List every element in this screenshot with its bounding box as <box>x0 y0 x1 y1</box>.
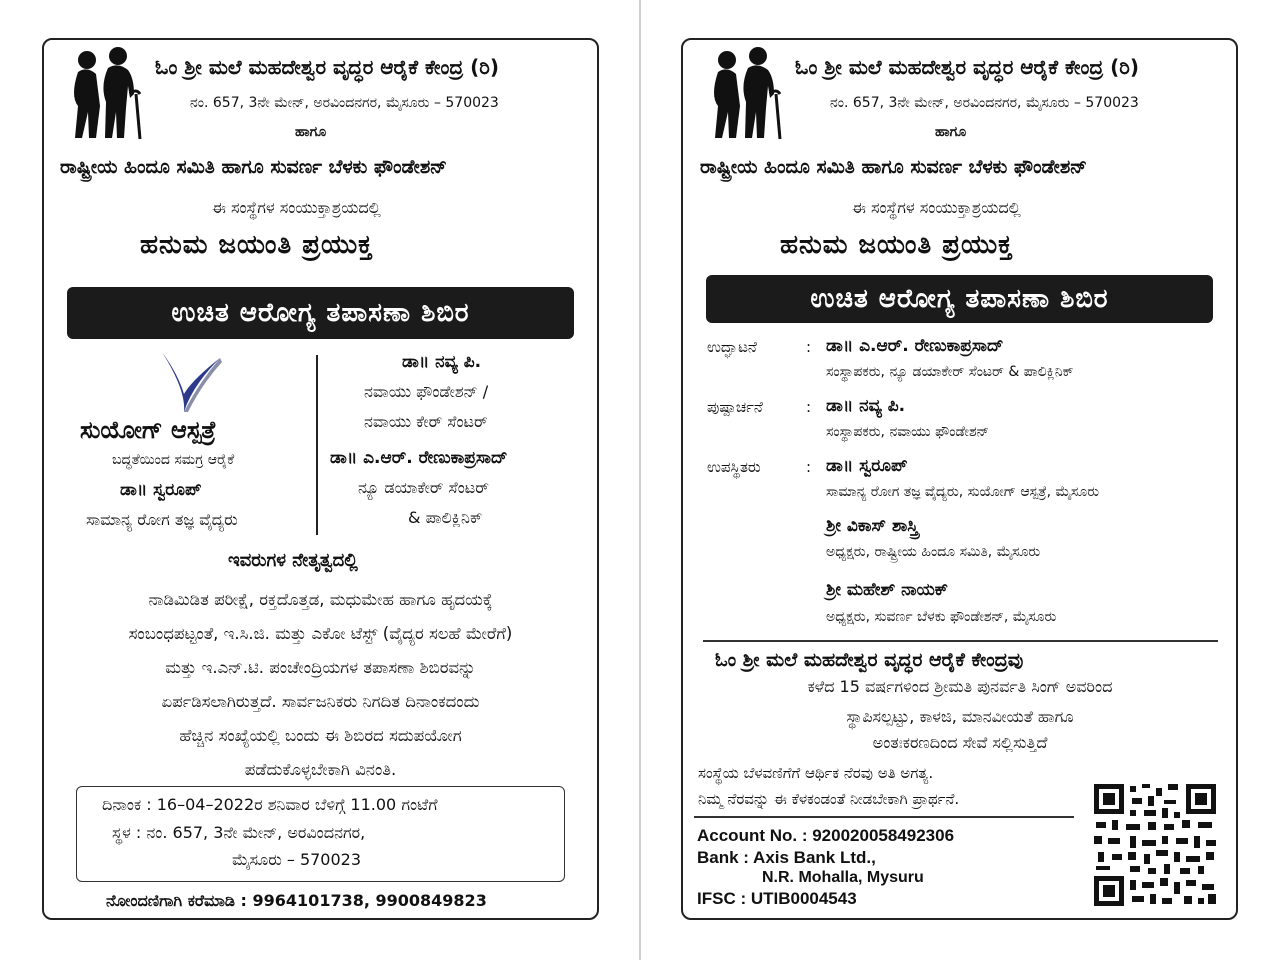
haagu-text: ಹಾಗೂ <box>295 124 327 140</box>
org-title: ಓಂ ಶ್ರೀ ಮಲೆ ಮಹದೇಶ್ವರ ವೃದ್ಧರ ಆರೈಕೆ ಕೇಂದ್ರ (ರಿ) <box>795 55 1140 79</box>
present-label: ಉಪಸ್ಥಿತರು <box>707 458 761 476</box>
doctor-swaroop-role: ಸಾಮಾನ್ಯ ರೋಗ ತಜ್ಞ ವೈದ್ಯರು <box>86 510 238 529</box>
co-organizers: ರಾಷ್ಟ್ರೀಯ ಹಿಂದೂ ಸಮಿತಿ ಹಾಗೂ ಸುವರ್ಣ ಬೆಳಕು ಫೌಂಡೇಶನ್ <box>700 156 1088 178</box>
bank-name: Bank : Axis Bank Ltd., <box>697 848 876 867</box>
footer-line: ಅಂತಃಕರಣದಿಂದ ಸೇವೆ ಸಲ್ಲಿಸುತ್ತಿದೆ <box>872 733 1048 752</box>
payment-qr-code <box>1090 780 1220 910</box>
camp-description <box>50 590 591 794</box>
camp-banner: ಉಚಿತ ಆರೋಗ್ಯ ತಪಾಸಣಾ ಶಿಬಿರ <box>706 275 1213 323</box>
doctor-navya-org2: ನವಾಯು ಕೇರ್ ಸೆಂಟರ್ <box>364 412 488 431</box>
description-line: ಏರ್ಪಡಿಸಲಾಗಿರುತ್ತದೆ. ಸಾರ್ವಜನಿಕರು ನಿಗದಿತ ದಿನಾಂಕದಂದು <box>161 692 480 711</box>
doctor-renukaprasad-org1: ನ್ಯೂ ಡಯಾಕೇರ್ ಸೆಂಟರ್ <box>358 478 489 497</box>
occasion-title: ಹನುಮ ಜಯಂತಿ ಪ್ರಯುಕ್ತ <box>140 230 374 260</box>
joint-auspices: ಈ ಸಂಸ್ಥೆಗಳ ಸಂಯುಕ್ತಾಶ್ರಯದಲ್ಲಿ <box>852 198 1021 217</box>
inauguration-name: ಡಾ॥ ಎ.ಆರ್. ರೇಣುಕಾಪ್ರಸಾದ್ <box>826 336 1004 356</box>
camp-venue-line2: ಮೈಸೂರು – 570023 <box>232 850 362 869</box>
elderly-couple-icon <box>60 46 152 142</box>
separator-line <box>694 816 1074 818</box>
camp-date: ದಿನಾಂಕ : 16–04–2022ರ ಶನಿವಾರ ಬೆಳಿಗ್ಗೆ 11.00 ಗಂಟೆಗೆ <box>102 795 438 814</box>
floral-tribute-label: ಪುಷ್ಪಾರ್ಚನೆ <box>707 398 763 416</box>
hospital-tagline: ಬದ್ಧತೆಯಿಂದ ಸಮಗ್ರ ಆರೈಕೆ <box>112 452 235 468</box>
org-address: ನಂ. 657, 3ನೇ ಮೇನ್, ಅರವಿಂದನಗರ, ಮೈಸೂರು – 570023 <box>190 95 499 111</box>
guest-mahesh: ಶ್ರೀ ಮಹೇಶ್ ನಾಯಕ್ <box>826 580 948 600</box>
account-number: Account No. : 92002005849230​6 <box>697 826 955 845</box>
separator-line <box>703 640 1218 642</box>
colon: : <box>806 338 812 356</box>
org-title: ಓಂ ಶ್ರೀ ಮಲೆ ಮಹದೇಶ್ವರ ವೃದ್ಧರ ಆರೈಕೆ ಕೇಂದ್ರ (ರಿ) <box>155 55 500 79</box>
footer-title: ಓಂ ಶ್ರೀ ಮಲೆ ಮಹದೇಶ್ವರ ವೃದ್ಧರ ಆರೈಕೆ ಕೇಂದ್ರವು <box>715 649 1024 671</box>
footer-line: ಕಳೆದ 15 ವರ್ಷಗಳಿಂದ ಶ್ರೀಮತಿ ಪುನರ್ವತಿ ಸಿಂಗ್ ಅವರಿಂದ <box>807 677 1113 696</box>
doctor-renukaprasad-org2: & ಪಾಲಿಕ್ಲಿನಿಕ್ <box>408 508 483 527</box>
hospital-name: ಸುಯೋಗ್ ಆಸ್ಪತ್ರೆ <box>80 416 217 444</box>
colon: : <box>806 458 812 476</box>
footer-description <box>690 677 1230 759</box>
description-line: ಪಡೆದುಕೊಳ್ಳಬೇಕಾಗಿ ವಿನಂತಿ. <box>244 760 397 779</box>
floral-tribute-role: ಸಂಸ್ಥಾಪಕರು, ನವಾಯು ಫೌಂಡೇಶನ್ <box>826 424 989 440</box>
description-line: ನಾಡಿಮಿಡಿತ ಪರೀಕ್ಷೆ, ರಕ್ತದೊತ್ತಡ, ಮಧುಮೇಹ ಹಾಗೂ ಹೃದಯಕ್ಕೆ <box>148 590 493 609</box>
ifsc-code: IFSC : UTIB0004543 <box>697 889 857 908</box>
occasion-title: ಹನುಮ ಜಯಂತಿ ಪ್ರಯುಕ್ತ <box>780 230 1014 260</box>
hospital-logo <box>158 350 224 416</box>
present-role: ಸಾಮಾನ್ಯ ರೋಗ ತಜ್ಞ ವೈದ್ಯರು, ಸುಯೋಗ್ ಆಸ್ಪತ್ರೆ, ಮೈಸೂರು <box>826 484 1100 500</box>
footer-line: ಸ್ಥಾಪಿಸಲ್ಪಟ್ಟು, ಕಾಳಜಿ, ಮಾನವೀಯತೆ ಹಾಗೂ <box>846 707 1074 726</box>
inauguration-label: ಉದ್ಘಾಟನೆ <box>707 338 757 356</box>
guest-mahesh-role: ಅಧ್ಯಕ್ಷರು, ಸುವರ್ಣ ಬೆಳಕು ಫೌಂಡೇಶನ್, ಮೈಸೂರು <box>826 609 1057 625</box>
column-divider <box>316 355 318 535</box>
co-organizers: ರಾಷ್ಟ್ರೀಯ ಹಿಂದೂ ಸಮಿತಿ ಹಾಗೂ ಸುವರ್ಣ ಬೆಳಕು ಫೌಂಡೇಶನ್ <box>60 156 448 178</box>
floral-tribute-name: ಡಾ॥ ನವ್ಯ ಪಿ. <box>826 396 906 416</box>
present-name: ಡಾ॥ ಸ್ವರೂಪ್ <box>826 456 908 476</box>
guest-vikas: ಶ್ರೀ ವಿಕಾಸ್ ಶಾಸ್ತ್ರಿ <box>826 516 919 536</box>
joint-auspices: ಈ ಸಂಸ್ಥೆಗಳ ಸಂಯುಕ್ತಾಶ್ರಯದಲ್ಲಿ <box>212 198 381 217</box>
donation-appeal-2: ನಿಮ್ಮ ನೆರವನ್ನು ಈ ಕೆಳಕಂಡಂತೆ ನೀಡಬೇಕಾಗಿ ಪ್ರಾರ್ಥನೆ. <box>698 790 960 808</box>
inauguration-role: ಸಂಸ್ಥಾಪಕರು, ನ್ಯೂ ಡಯಾಕೇರ್ ಸೆಂಟರ್ & ಪಾಲಿಕ್ಲಿನಿಕ್ <box>826 364 1074 380</box>
description-line: ಮತ್ತು ಇ.ಎನ್.ಟಿ. ಪಂಚೇಂದ್ರಿಯಗಳ ತಪಾಸಣಾ ಶಿಬಿರವನ್ನು <box>165 658 476 677</box>
doctor-navya: ಡಾ॥ ನವ್ಯ ಪಿ. <box>402 352 482 372</box>
donation-appeal-1: ಸಂಸ್ಥೆಯ ಬೆಳವಣಿಗೆಗೆ ಆರ್ಥಿಕ ನೆರವು ಅತಿ ಅಗತ್ಯ. <box>698 764 934 782</box>
doctor-navya-org1: ನವಾಯು ಫೌಂಡೇಶನ್ / <box>364 382 489 401</box>
guest-vikas-role: ಅಧ್ಯಕ್ಷರು, ರಾಷ್ಟ್ರೀಯ ಹಿಂದೂ ಸಮಿತಿ, ಮೈಸೂರು <box>826 544 1041 560</box>
leadership-text: ಇವರುಗಳ ನೇತೃತ್ವದಲ್ಲಿ <box>228 550 358 571</box>
camp-banner: ಉಚಿತ ಆರೋಗ್ಯ ತಪಾಸಣಾ ಶಿಬಿರ <box>67 287 574 339</box>
page-divider <box>639 0 641 960</box>
doctor-swaroop: ಡಾ॥ ಸ್ವರೂಪ್ <box>120 480 202 500</box>
colon: : <box>806 398 812 416</box>
haagu-text: ಹಾಗೂ <box>935 124 967 140</box>
elderly-couple-icon <box>700 46 792 142</box>
description-line: ಸಂಬಂಧಪಟ್ಟಂತೆ, ಇ.ಸಿ.ಜಿ. ಮತ್ತು ಎಕೋ ಟೆಸ್ಟ್ (ವೈದ್ಯರ ಸಲಹೆ ಮೇರೆಗೆ) <box>128 624 513 643</box>
camp-venue-line1: ಸ್ಥಳ : ನಂ. 657, 3ನೇ ಮೇನ್, ಅರವಿಂದನಗರ, <box>112 823 366 842</box>
bank-branch: N.R. Mohalla, Mysuru <box>762 869 924 886</box>
org-address: ನಂ. 657, 3ನೇ ಮೇನ್, ಅರವಿಂದನಗರ, ಮೈಸೂರು – 570023 <box>830 95 1139 111</box>
doctor-renukaprasad: ಡಾ॥ ಎ.ಆರ್. ರೇಣುಕಾಪ್ರಸಾದ್ <box>330 448 508 468</box>
description-line: ಹೆಚ್ಚಿನ ಸಂಖ್ಯೆಯಲ್ಲಿ ಬಂದು ಈ ಶಿಬಿರದ ಸದುಪಯೋಗ <box>179 726 462 745</box>
registration-phone: ನೋಂದಣಿಗಾಗಿ ಕರೆಮಾಡಿ : 9964101738, 9900849823 <box>106 891 487 910</box>
